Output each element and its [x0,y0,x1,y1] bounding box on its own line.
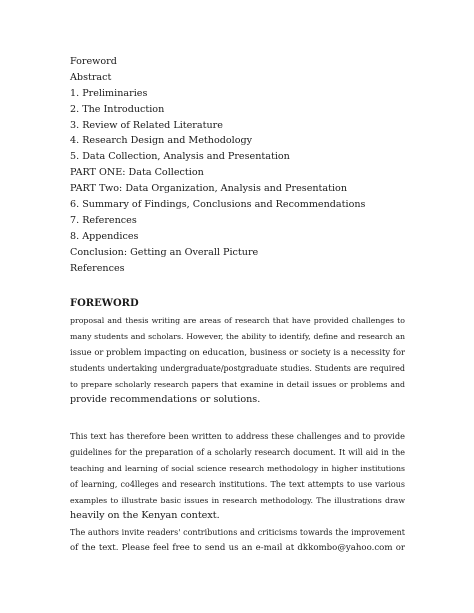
paragraph-line: to prepare scholarly research papers that examine in detail issues or problems and [70,379,405,389]
paragraph-line: students undertaking undergraduate/postgraduate studies. Students are required [70,363,405,373]
toc-item-foreword: Foreword [70,56,117,67]
toc-item-references: References [70,262,125,274]
paragraph-line: guidelines for the preparation of a scholarly research document. It will aid in the [70,447,405,457]
paragraph-line: of the text. Please feel free to send us an e-mail at dkkombo@yahoo.com or [70,542,405,553]
foreword-paragraph-3 [70,525,405,557]
foreword-heading: FOREWORD [70,298,139,309]
paragraph-line: examples to illustrate basic issues in research methodology. The illustrations draw [70,495,405,505]
foreword-paragraph-2 [70,429,405,524]
toc-item-data-collection-analysis: 5. Data Collection, Analysis and Presentation [70,151,290,163]
toc-item-preliminaries: 1. Preliminaries [70,87,148,99]
toc-item-references-chapter: 7. References [70,214,137,226]
paragraph-line: provide recommendations or solutions. [70,394,261,406]
paragraph-line: proposal and thesis writing are areas of research that have provided challenges to [70,316,405,325]
toc-item-conclusion: Conclusion: Getting an Overall Picture [70,246,259,258]
table-of-contents [70,54,410,276]
paragraph-line: many students and scholars. However, the ability to identify, define and research an [70,331,405,341]
toc-item-research-design: 4. Research Design and Methodology [70,135,253,147]
paragraph-line: heavily on the Kenyan context. [70,510,220,522]
paragraph-line: of learning, co4lleges and research institutions. The text attempts to use various [70,479,405,489]
toc-item-appendices: 8. Appendices [70,230,139,242]
toc-item-abstract: Abstract [70,71,112,83]
paragraph-line: The authors invite readers' contributions and criticisms towards the improvement [70,528,405,537]
toc-item-literature-review: 3. Review of Related Literature [70,119,223,131]
paragraph-line: This text has therefore been written to address these challenges and to provide [70,431,405,441]
paragraph-line: teaching and learning of social science research methodology in higher institutions [70,463,405,473]
toc-item-part-one: PART ONE: Data Collection [70,167,204,179]
toc-item-summary-findings: 6. Summary of Findings, Conclusions and Recommendations [70,199,366,211]
toc-item-part-two: PART Two: Data Organization, Analysis and Presentation [70,183,347,195]
toc-item-introduction: 2. The Introduction [70,103,165,115]
paragraph-line: issue or problem impacting on education, business or society is a necessity for [70,346,405,357]
foreword-paragraph-1 [70,313,405,408]
